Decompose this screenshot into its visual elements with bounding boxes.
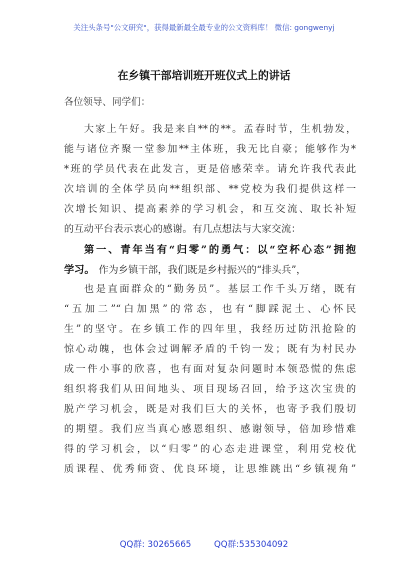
footer-qq-group-2: QQ群:535304092: [214, 540, 289, 550]
body-line: 的期望。我们应当真心感恩组织、感谢领导，倍加珍惜难: [64, 424, 356, 435]
body-line: *班的学员代表在此发言，更是倍感荣幸。请允许我代表此: [64, 164, 356, 175]
body-line: 的互动平台表示衷心的感谢。有几点想法与大家交流：: [64, 224, 302, 235]
body-line: 惊心动魄，也体会过调解矛盾的千钧一发；既有为村民办: [64, 344, 356, 355]
body-line: 次增长知识、提高素养的学习机会，和互交流、取长补短: [64, 204, 356, 215]
body-line: “五加二”“白加黑”的常态，也有“脚踩泥土、心怀民: [64, 304, 356, 315]
speech-body: [64, 120, 356, 480]
document-title: 在乡镇干部培训班开班仪式上的讲话: [117, 69, 291, 82]
salutation: 各位领导、同学们：: [64, 97, 151, 108]
body-line: 能与诸位齐聚一堂参加**主体班，我无比自豪；能够作为*: [64, 144, 356, 155]
body-line: 大家上午好。我是来自**的**。孟春时节，生机勃发，: [84, 124, 356, 135]
body-line: 成一件小事的欣喜，也有面对复杂问题时本领恐慌的焦虑: [64, 364, 356, 375]
body-line: 得的学习机会，以“归零”的心态走进课堂，利用党校优: [64, 444, 356, 455]
body-line: 作为乡镇干部，我们既是乡村振兴的“排头兵”，: [98, 265, 307, 276]
body-line: 生”的坚守。在乡镇工作的四年里，我经历过防汛抢险的: [64, 324, 356, 335]
body-line: 第一、青年当有“归零”的勇气：以“空杯心态”拥抱: [84, 244, 356, 256]
body-line: 脱产学习机会，既是对我们巨大的关怀，也寄予我们殷切: [64, 404, 356, 415]
body-line: 也是直面群众的“勤务员”。基层工作千头万绪，既有: [84, 284, 356, 295]
body-line-merged: [64, 260, 356, 280]
body-line: 次培训的全体学员向**组织部、**党校为我们提供这样一: [64, 184, 356, 195]
body-line: 学习。: [64, 264, 95, 276]
body-line: 组织将我们从田间地头、项目现场召回，给予这次宝贵的: [64, 384, 356, 395]
footer-contact: [0, 538, 408, 550]
header-promo-note: 关注头条号"公文研究"，获得最新最全最专业的公文资料库！ 微信: gongwenyj: [73, 23, 335, 32]
footer-qq-group-1: QQ群: 30265665: [119, 540, 192, 550]
body-line: 质课程、优秀师资、优良环境，让思维跳出“乡镇视角”: [64, 464, 356, 475]
